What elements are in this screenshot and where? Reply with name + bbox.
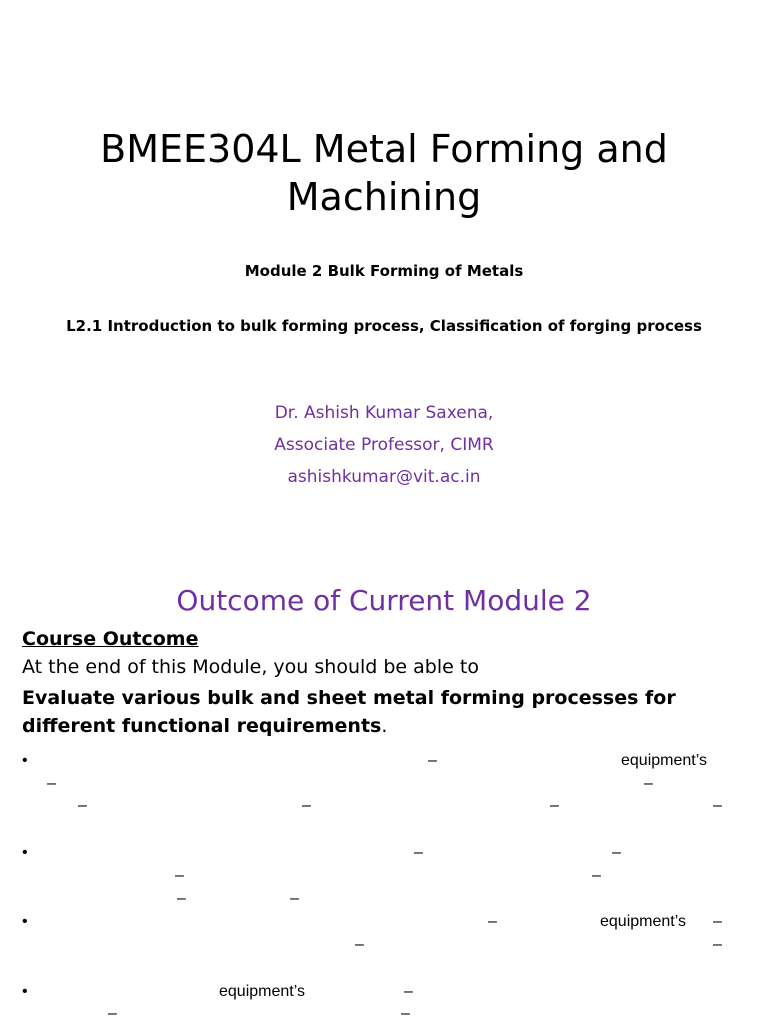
dash-mark: – [175, 867, 184, 884]
bullet-marker: • [22, 913, 28, 930]
dash-mark: – [302, 797, 311, 814]
course-outcome-heading: Course Outcome [22, 628, 199, 650]
dash-mark: – [404, 983, 413, 1000]
dash-mark: – [592, 867, 601, 884]
author-role: Associate Professor, CIMR [274, 435, 494, 455]
dash-mark: – [488, 913, 497, 930]
dash-mark: – [290, 890, 299, 907]
dash-mark: – [713, 936, 722, 953]
lecture-subtitle: L2.1 Introduction to bulk forming process, Classification of forging process [66, 317, 702, 335]
course-outcome-statement [22, 684, 752, 740]
bullet-marker: • [22, 844, 28, 861]
title-line-2: Machining [286, 175, 482, 219]
outcome-slide-title: Outcome of Current Module 2 [176, 584, 592, 617]
equipment-text: equipment’s [600, 913, 686, 930]
dash-mark: – [428, 752, 437, 769]
author-email: ashishkumar@vit.ac.in [287, 467, 481, 487]
course-outcome-period: . [381, 715, 388, 737]
outcome-slide [0, 560, 768, 1024]
author-name: Dr. Ashish Kumar Saxena, [274, 403, 494, 423]
dash-mark: – [47, 775, 56, 792]
dash-mark: – [414, 844, 423, 861]
dash-mark: – [612, 844, 621, 861]
dash-mark: – [355, 936, 364, 953]
dash-mark: – [177, 890, 186, 907]
bullet-marker: • [22, 752, 28, 769]
slide-title [0, 125, 768, 221]
dash-mark: – [713, 913, 722, 930]
dash-mark: – [644, 775, 653, 792]
title-line-1: BMEE304L Metal Forming and [100, 127, 668, 171]
dash-mark: – [401, 1005, 410, 1022]
bullet-marker: • [22, 983, 28, 1000]
dash-mark: – [78, 797, 87, 814]
equipment-text: equipment’s [621, 752, 707, 769]
module-subtitle: Module 2 Bulk Forming of Metals [244, 262, 524, 280]
dash-mark: – [550, 797, 559, 814]
dash-mark: – [108, 1005, 117, 1022]
course-outcome-bold-text: Evaluate various bulk and sheet metal forming processes for different functional requirements [22, 687, 676, 737]
dash-mark: – [713, 797, 722, 814]
equipment-text: equipment’s [219, 983, 305, 1000]
course-outcome-intro: At the end of this Module, you should be able to [22, 656, 479, 678]
